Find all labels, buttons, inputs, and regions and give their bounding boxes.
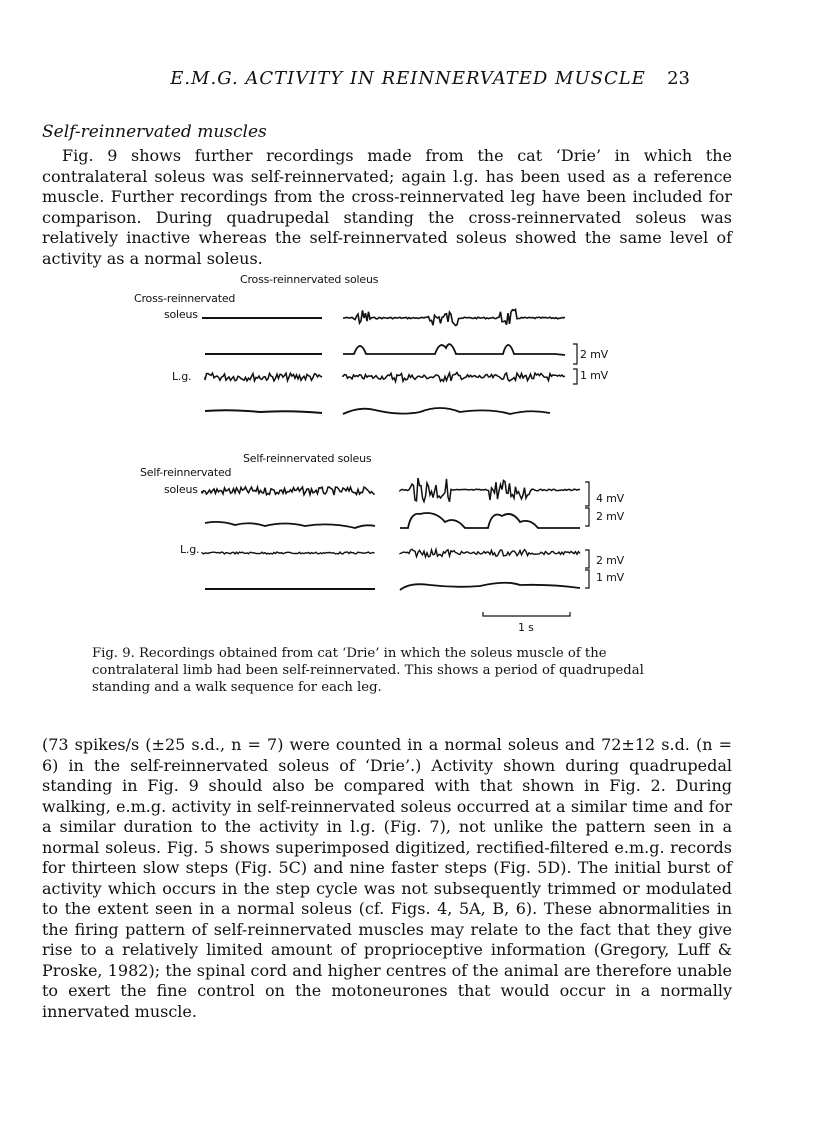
figure-9 — [110, 266, 670, 636]
top-scale-bar-2 — [573, 369, 577, 384]
top-soleus-label-line1: Cross-reinnervated — [134, 292, 236, 305]
bottom-soleus-rect-right — [400, 513, 580, 528]
top-scale-1mv: 1 mV — [580, 369, 608, 382]
bottom-scale-2mv-a: 2 mV — [596, 510, 624, 523]
top-lg-rect-left — [205, 410, 322, 413]
emg-traces — [110, 266, 670, 636]
section-heading: Self-reinnervated muscles — [42, 122, 267, 142]
top-lg-trace-right — [343, 373, 565, 382]
bottom-scale-bar-4 — [585, 570, 589, 588]
paragraph-1 — [42, 146, 732, 269]
bottom-scale-bar-1 — [585, 482, 589, 506]
bottom-lg-rect-right — [400, 583, 580, 590]
bottom-scale-bar-2 — [585, 508, 589, 526]
top-panel-title: Cross-reinnervated soleus — [240, 273, 379, 286]
paragraph-2: (73 spikes/s (±25 s.d., n = 7) were counted in a normal soleus and 72±12 s.d. (n = 6) in the self-reinnervated soleus of ‘Drie’.) Activity shown during quadrupedal standing in Fig. 9 should also be compared with that shown in Fig. 2. During walking, e.m.g. activity in self-reinnervated soleus occurred at a similar time and for a similar duration to the activity in l.g. (Fig. 7), not unlike the pattern seen in a normal soleus. Fig. 5 shows superimposed digitized, rectified-filtered e.m.g. records for thirteen slow steps (Fig. 5C) and nine faster steps (Fig. 5D). The initial burst of activity which occurs in the step cycle was not subsequently trimmed or modulated to the extent seen in a normal soleus (cf. Figs. 4, 5A, B, 6). These abnormalities in the firing pattern of self-reinnervated muscles may relate to the fact that they give rise to a relatively limited amount of proprioceptive information (Gregory, Luff & Proske, 1982); the spinal cord and higher centres of the animal are therefore unable to exert the fine control on the motoneurones that would occur in a normally innervated muscle. — [42, 735, 732, 1021]
time-scale-label: 1 s — [518, 621, 534, 634]
bottom-soleus-trace-right — [400, 478, 580, 502]
top-soleus-trace-right — [343, 309, 565, 325]
top-scale-bar-1 — [573, 344, 577, 364]
running-title: E.M.G. ACTIVITY IN REINNERVATED MUSCLE — [170, 68, 646, 89]
bottom-lg-label: L.g. — [180, 543, 200, 556]
top-lg-label: L.g. — [172, 370, 192, 383]
bottom-panel-title: Self-reinnervated soleus — [243, 452, 372, 465]
figure-caption: Fig. 9. Recordings obtained from cat ‘Drie’ in which the soleus muscle of the contralateral limb had been self-reinnervated. This shows a period of quadrupedal standing and a walk sequence for each leg. — [92, 646, 644, 695]
top-lg-rect-right — [343, 408, 550, 414]
bottom-lg-trace-left — [202, 552, 375, 554]
top-scale-2mv: 2 mV — [580, 348, 608, 361]
bottom-scale-1mv: 1 mV — [596, 571, 624, 584]
bottom-scale-bar-3 — [585, 550, 589, 568]
bottom-soleus-label-line2: soleus — [164, 483, 198, 496]
page-header — [0, 68, 816, 92]
top-lg-trace-left — [205, 373, 322, 381]
paragraph-1-text: Fig. 9 shows further recordings made from the cat ‘Drie’ in which the contralateral soleus was self-reinnervated; again l.g. has been used as a reference muscle. Further recordings from the cross-reinnervated leg have been included for comparison. During quadrupedal standing the cross-reinnervated soleus was relatively inactive whereas the self-reinnervated soleus showed the same level of activity as a normal soleus. — [42, 146, 732, 268]
bottom-soleus-rect-left — [205, 522, 375, 528]
time-scale-bar — [483, 612, 570, 616]
bottom-scale-2mv-b: 2 mV — [596, 554, 624, 567]
bottom-scale-4mv: 4 mV — [596, 492, 624, 505]
top-soleus-rect-right — [343, 344, 565, 355]
bottom-soleus-label-line1: Self-reinnervated — [140, 466, 232, 479]
top-soleus-label-line2: soleus — [164, 308, 198, 321]
bottom-soleus-trace-left — [202, 487, 375, 495]
page-number: 23 — [667, 68, 690, 89]
bottom-lg-trace-right — [400, 549, 580, 557]
